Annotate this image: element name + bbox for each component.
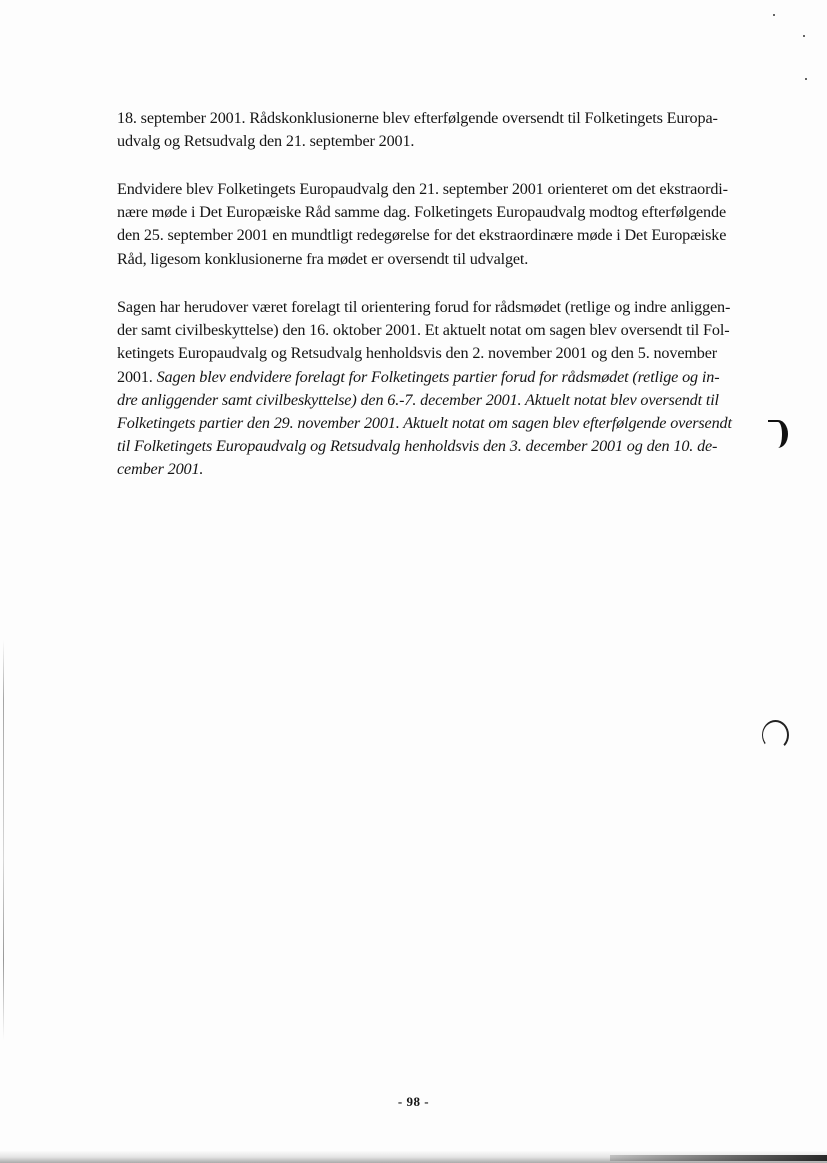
paragraph-line-regular: 2001.: [117, 367, 157, 386]
paragraph-italic-line: cember 2001.: [117, 460, 204, 479]
scan-edge-shadow: [3, 640, 4, 1040]
paragraph-1: [117, 107, 767, 153]
paragraph-italic-line: dre anliggender samt civilbeskyttelse) den 6.-7. december 2001. Aktuelt notat blev oversendt til: [117, 390, 719, 409]
paragraph-italic-line: til Folketingets Europaudvalg og Retsudvalg henholdsvis den 3. december 2001 og den 10. de-: [117, 437, 718, 456]
paragraph-line: Endvidere blev Folketingets Europaudvalg den 21. september 2001 orienteret om det ekstraordi-: [117, 180, 728, 198]
paragraph-mixed-line: [117, 366, 767, 389]
paragraph-line: Sagen har herudover været forelagt til orientering forud for rådsmødet (retlige og indre anliggen-: [117, 298, 731, 316]
paragraph-line: den 25. september 2001 en mundtligt redegørelse for det ekstraordinære møde i Det Europæiske: [117, 226, 727, 245]
punch-hole-mark: [762, 720, 789, 750]
paragraph-3: [117, 296, 767, 482]
paragraph-line: nære møde i Det Europæiske Råd samme dag. Folketingets Europaudvalg modtog efterfølgende: [117, 203, 726, 222]
paragraph-line-italic: Sagen blev endvidere forelagt for Folketingets partier forud for rådsmødet (retlige og in-: [156, 367, 720, 386]
paragraph-italic-line: Folketingets partier den 29. november 2001. Aktuelt notat om sagen blev efterfølgende oversendt: [117, 414, 732, 433]
scan-speck: [805, 78, 807, 80]
paragraph-line: ketingets Europaudvalg og Retsudvalg henholdsvis den 2. november 2001 og den 5. november: [117, 344, 718, 363]
punch-mark: [768, 420, 788, 448]
scan-speck: [773, 14, 775, 16]
paragraph-line: udvalg og Retsudvalg den 21. september 2001.: [117, 132, 415, 151]
scan-bottom-shadow: [610, 1155, 827, 1161]
page-number: - 98 -: [397, 1094, 430, 1109]
paragraph-line: der samt civilbeskyttelse) den 16. oktober 2001. Et aktuelt notat om sagen blev oversendt til Fol-: [117, 321, 730, 340]
paragraph-2: [117, 178, 767, 271]
paragraph-line: Råd, ligesom konklusionerne fra mødet er oversendt til udvalget.: [117, 249, 529, 268]
paragraph-line: 18. september 2001. Rådskonklusionerne blev efterfølgende oversendt til Folketingets Europa-: [117, 109, 718, 127]
scan-speck: [803, 35, 805, 37]
